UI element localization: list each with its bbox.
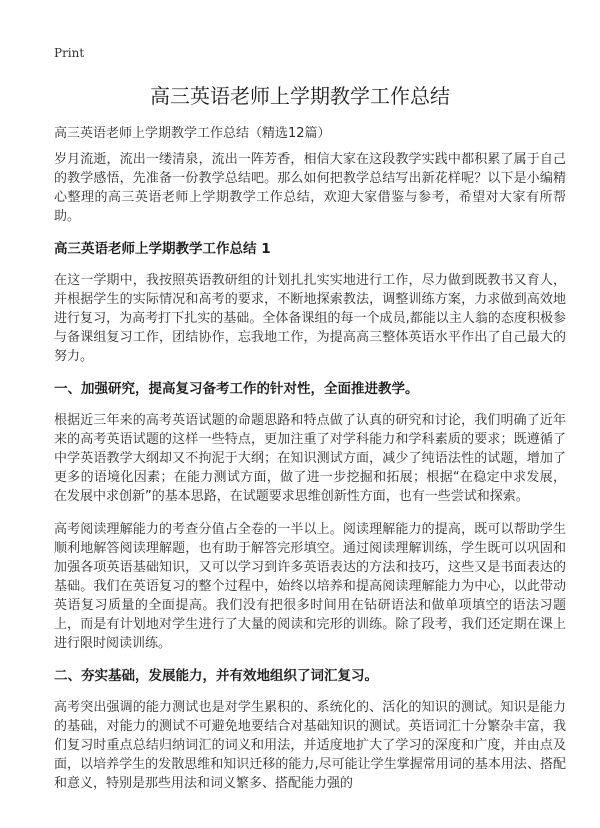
section-1-paragraph: 在这一学期中，我按照英语教研组的计划扎扎实实地进行工作，尽力做到既教书又育人，并根据学生的实际情况和高考的要求，不断地探索教法，调整训练方案，力求做到高效地进行复习，为高考打下扎实的基础。全体备课组的每一个成员,都能以主人翁的态度积极参与备课组复习工作，团结协作，忘我地工作，为提高高三整体英语水平作出了自己最大的努力。: [54, 273, 566, 364]
print-label: Print: [54, 46, 85, 60]
document-subtitle: 高三英语老师上学期教学工作总结（精选12篇）: [54, 126, 331, 141]
research-paragraph-1: 根据近三年来的高考英语试题的命题思路和特点做了认真的研究和讨论，我们明确了近年来的高考英语试题的这样一些特点，更加注重了对学科能力和学科素质的要求；既遵循了中学英语教学大纲却又不拘泥于大纲；在知识测试方面，减少了纯语法性的试题，增加了更多的语境化因素；在能力测试方面，做了进一步挖掘和拓展；根据“在稳定中求发展，在发展中求创新”的基本思路，在试题要求思维创新性方面，也有一些尝试和探索。: [54, 413, 566, 504]
subheading-research: 一、加强研究，提高复习备考工作的针对性，全面推进教学。: [54, 381, 419, 397]
page-title: 高三英语老师上学期教学工作总结: [150, 84, 450, 108]
subheading-foundation: 二、夯实基础，发展能力，并有效地组织了词汇复习。: [54, 668, 378, 684]
foundation-paragraph-1: 高考突出强调的能力测试也是对学生累积的、系统化的、活化的知识的测试。知识是能力的基础，对能力的测试不可避免地要结合对基础知识的测试。英语词汇十分繁杂丰富，我们复习时重点总结归纳词汇的词义和用法，并适度地扩大了学习的深度和广度，并由点及面，以培养学生的发散思维和知识迁移的能力,尽可能让学生掌握常用词的基本用法、搭配和意义，特别是那些用法和词义繁多、搭配能力强的: [54, 700, 566, 791]
intro-paragraph: 岁月流逝，流出一缕清泉，流出一阵芳香，相信大家在这段教学实践中都积累了属于自己的教学感悟，先准备一份教学总结吧。那么如何把教学总结写出新花样呢？以下是小编精心整理的高三英语老师上学期教学工作总结，欢迎大家借鉴与参考，希望对大家有所帮助。: [54, 152, 566, 224]
section-heading-1: 高三英语老师上学期教学工作总结 1: [54, 241, 271, 257]
document-body: [54, 150, 566, 807]
research-paragraph-2: 高考阅读理解能力的考查分值占全卷的一半以上。阅读理解能力的提高，既可以帮助学生顺利地解答阅读理解题，也有助于解答完形填空。通过阅读理解训练，学生既可以巩固和加强各项英语基础知识，又可以学习到许多英语表达的方法和技巧，这些又是书面表达的基础。我们在英语复习的整个过程中，始终以培养和提高阅读理解能力为中心，以此带动英语复习质量的全面提高。我们没有把很多时间用在钻研语法和做单项填空的语法习题上，而是有计划地对学生进行了大量的阅读和完形的训练。除了段考，我们还定期在课上进行限时阅读训练。: [54, 522, 566, 651]
